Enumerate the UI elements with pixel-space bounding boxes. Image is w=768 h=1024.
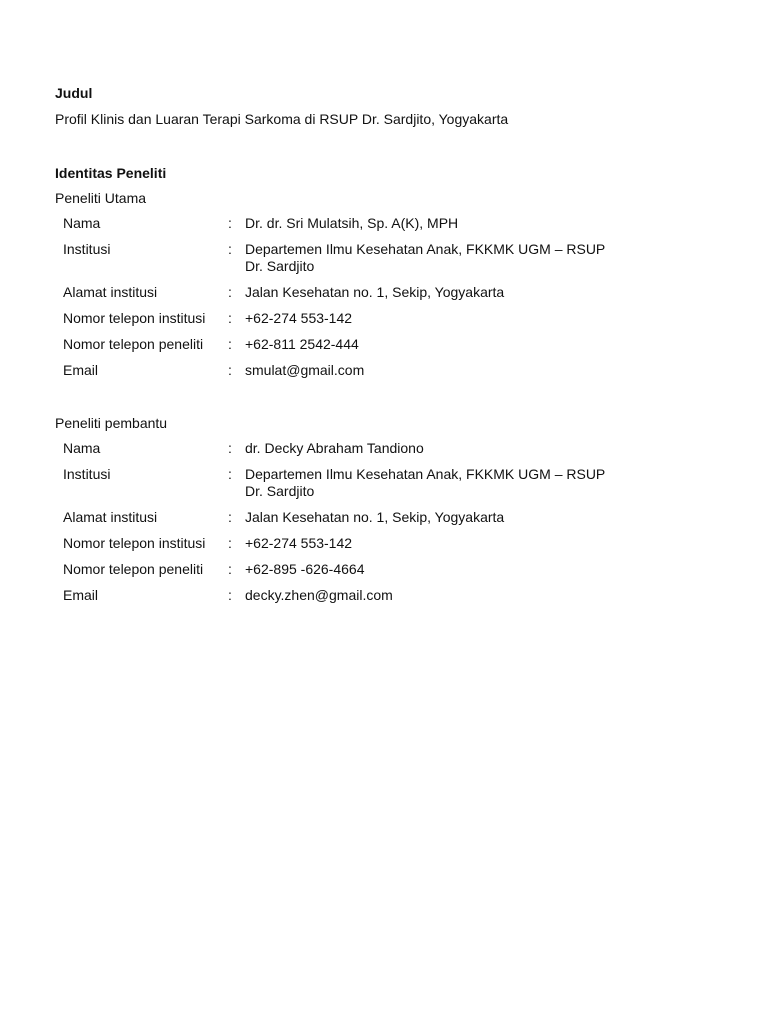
row-separator: : xyxy=(228,336,232,352)
table-row xyxy=(63,284,620,310)
section-spacer xyxy=(55,128,675,164)
row-value: decky.zhen@gmail.com xyxy=(245,587,393,603)
row-separator: : xyxy=(228,561,232,577)
identitas-heading: Identitas Peneliti xyxy=(55,165,167,181)
table-row xyxy=(63,241,620,284)
row-label: Nomor telepon peneliti xyxy=(63,336,204,352)
row-separator: : xyxy=(228,215,232,231)
row-separator: : xyxy=(228,587,232,603)
row-value: Dr. dr. Sri Mulatsih, Sp. A(K), MPH xyxy=(245,215,459,231)
row-value: +62-811 2542-444 xyxy=(245,336,359,352)
row-separator: : xyxy=(228,284,232,300)
peneliti-pembantu-label: Peneliti pembantu xyxy=(55,415,168,431)
row-value: +62-895 -626-4664 xyxy=(245,561,365,577)
row-value: Departemen Ilmu Kesehatan Anak, FKKMK UGM – RSUP Dr. Sardjito xyxy=(245,466,606,499)
row-label: Alamat institusi xyxy=(63,509,158,525)
table-row xyxy=(63,561,620,587)
row-label: Nomor telepon institusi xyxy=(63,535,206,551)
table-row xyxy=(63,362,620,388)
row-separator: : xyxy=(228,440,232,456)
peneliti-utama-table xyxy=(63,215,620,388)
row-value: +62-274 553-142 xyxy=(245,310,353,326)
row-value: +62-274 553-142 xyxy=(245,535,353,551)
judul-heading: Judul xyxy=(55,85,93,101)
row-separator: : xyxy=(228,362,232,378)
row-label: Email xyxy=(63,587,99,603)
peneliti-pembantu-table xyxy=(63,440,620,613)
row-label: Institusi xyxy=(63,241,111,257)
table-row xyxy=(63,587,620,613)
row-separator: : xyxy=(228,241,232,257)
research-title: Profil Klinis dan Luaran Terapi Sarkoma di RSUP Dr. Sardjito, Yogyakarta xyxy=(55,111,509,127)
table-row xyxy=(63,535,620,561)
row-label: Institusi xyxy=(63,466,111,482)
row-separator: : xyxy=(228,535,232,551)
row-value: smulat@gmail.com xyxy=(245,362,365,378)
table-row xyxy=(63,466,620,509)
table-row xyxy=(63,310,620,336)
row-separator: : xyxy=(228,310,232,326)
row-value: Departemen Ilmu Kesehatan Anak, FKKMK UGM – RSUP Dr. Sardjito xyxy=(245,241,606,274)
peneliti-utama-label: Peneliti Utama xyxy=(55,190,147,206)
row-label: Alamat institusi xyxy=(63,284,158,300)
subsection-spacer xyxy=(55,388,675,414)
document-body xyxy=(55,84,675,613)
table-row xyxy=(63,440,620,466)
row-label: Nama xyxy=(63,215,101,231)
row-label: Nomor telepon institusi xyxy=(63,310,206,326)
row-value: Jalan Kesehatan no. 1, Sekip, Yogyakarta xyxy=(245,509,505,525)
row-label: Nomor telepon peneliti xyxy=(63,561,204,577)
table-row xyxy=(63,336,620,362)
row-value: Jalan Kesehatan no. 1, Sekip, Yogyakarta xyxy=(245,284,505,300)
table-row xyxy=(63,215,620,241)
row-label: Nama xyxy=(63,440,101,456)
row-separator: : xyxy=(228,466,232,482)
row-label: Email xyxy=(63,362,99,378)
row-value: dr. Decky Abraham Tandiono xyxy=(245,440,424,456)
row-separator: : xyxy=(228,509,232,525)
table-row xyxy=(63,509,620,535)
